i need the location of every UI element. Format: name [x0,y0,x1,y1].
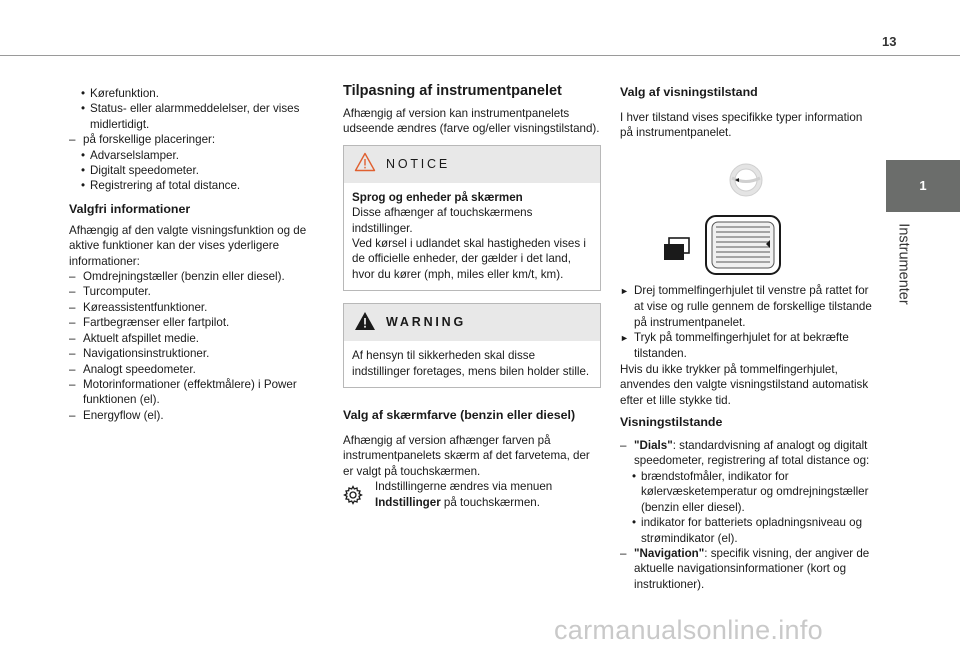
gear-settings-icon [343,479,365,510]
column-3 [620,84,878,592]
list-item: – Køreassistentfunktioner. [69,300,309,315]
warning-title: WARNING [386,315,467,330]
list-item: • Advarselslamper. [81,148,309,163]
list-item: – Navigationsinstruktioner. [69,346,309,361]
list-item: • brændstofmåler, indikator for kølervæsketemperatur og omdrejningstæller (benzin eller diesel). [632,469,878,515]
thumbwheel-icon [704,214,784,282]
list-item: • Registrering af total distance. [81,178,309,193]
chapter-tab[interactable] [886,160,960,212]
notice-text: Disse afhænger af touchskærmens indstillinger. [352,206,533,235]
list-item: – Fartbegrænser eller fartpilot. [69,315,309,330]
dashboard-display-icon [663,237,691,267]
settings-note: Indstillingerne ændres via menuen Indstillinger på touchskærmen. [343,479,601,510]
section-heading: Valg af visningstilstand [620,85,758,99]
list-item: • Status- eller alarmmeddelelser, der vises midlertidigt. [81,101,309,132]
paragraph: Afhængig af version kan instrumentpanelets udseende ændres (farve og/eller visningstilstand). [343,107,600,136]
section-heading: Valg af skærmfarve (benzin eller diesel) [343,408,576,423]
paragraph: Hvis du ikke trykker på tommelfingerhjulet, anvendes den valgte visningstilstand automatisk efter et lille stykke tid. [620,362,869,407]
notice-box [343,145,601,291]
list-item: – "Dials": standardvisning af analogt og digitalt speedometer, registrering af total distance og: [620,438,878,469]
chapter-label: Instrumenter [895,223,912,305]
paragraph: I hver tilstand vises specifikke typer information på instrumentpanelet. [620,111,863,140]
section-heading: Visningstilstande [620,415,723,430]
section-heading: Valgfri informationer [69,201,191,216]
instruction-step: ► Drej tommelfingerhjulet til venstre på rattet for at vise og rulle gennem de forskellige tilstande på instrumentpanelet. [620,283,878,330]
list-item: – "Navigation": specifik visning, der angiver de aktuelle navigationsinformationer (kort og instruktioner). [620,546,878,592]
list-item: – Motorinformationer (effektmålere) i Power funktionen (el). [69,377,309,408]
page-title: Tilpasning af instrumentpanelet [343,83,562,99]
list-item: – Turcomputer. [69,284,309,299]
column-2 [343,82,601,510]
notice-text: Ved kørsel i udlandet skal hastigheden vises i de officielle enheder, der gælder i det land, hvor du kører (mph, miles eller km/t, km). [352,237,586,281]
list-item: – Energyflow (el). [69,408,309,423]
illustration [620,147,878,283]
warning-triangle-filled-icon [354,311,376,335]
steering-wheel-icon [728,163,764,201]
list-item: – Aktuelt afspillet medie. [69,331,309,346]
warning-text: Af hensyn til sikkerheden skal disse indstillinger foretages, mens bilen holder stille. [352,349,590,378]
list-item: – Omdrejningstæller (benzin eller diesel). [69,269,309,284]
list-item: – Analogt speedometer. [69,362,309,377]
instruction-step: ► Tryk på tommelfingerhjulet for at bekræfte tilstanden. [620,330,878,362]
notice-subheading: Sprog og enheder på skærmen [352,190,523,204]
watermark: carmanualsonline.info [554,615,823,645]
list-item: • Kørefunktion. [81,86,309,101]
list-item: • indikator for batteriets opladningsniveau og strømindikator (el). [632,515,878,546]
paragraph: Afhængig af version afhænger farven på instrumentpanelets skærm af det farvetema, der er valgt på touchskærmen. [343,434,590,478]
list-item: • Digitalt speedometer. [81,163,309,178]
notice-title: NOTICE [386,156,451,171]
paragraph: Afhængig af den valgte visningsfunktion og de aktive funktioner kan der vises yderligere informationer: [69,223,307,268]
column-1 [69,86,309,423]
chapter-number: 1 [919,178,927,194]
page-number: 13 [882,34,897,49]
warning-box [343,303,601,388]
warning-triangle-outline-icon [354,152,376,176]
header-rule [0,55,960,56]
list-item: – på forskellige placeringer: [69,132,309,147]
